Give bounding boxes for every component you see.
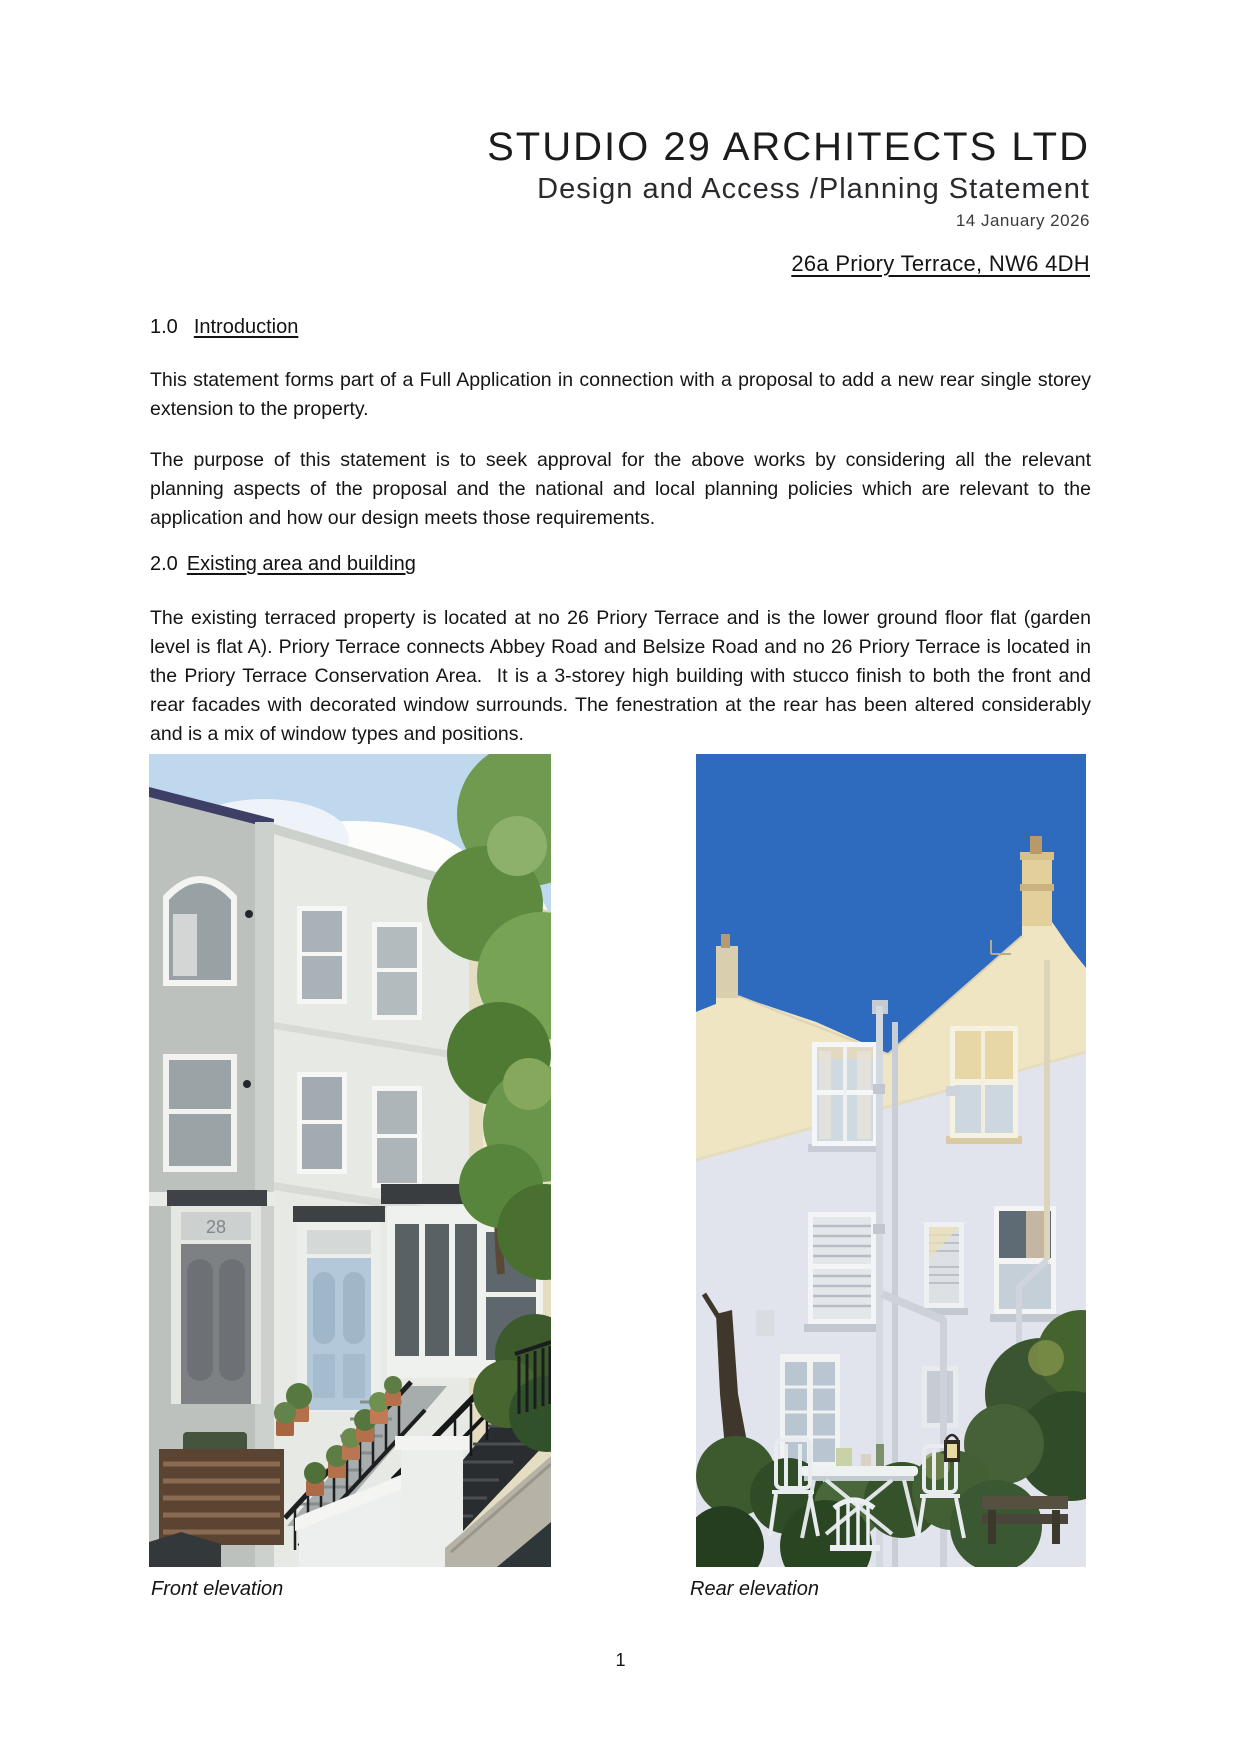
section-heading-existing-area xyxy=(150,553,416,576)
house-number-label: 28 xyxy=(205,1217,227,1237)
rear-elevation-caption: Rear elevation xyxy=(690,1578,819,1600)
section-title: Existing area and building xyxy=(186,553,416,575)
rear-elevation-photo xyxy=(696,754,1086,1567)
section-number: 1.0 xyxy=(150,316,178,338)
paragraph: The purpose of this statement is to seek approval for the above works by considering all the relevant planning aspects of the proposal and the national and local planning policies which are relevant to the application and how our design meets those requirements. xyxy=(150,449,1097,529)
front-elevation-caption: Front elevation xyxy=(151,1578,284,1600)
document-date: 14 January 2026 xyxy=(955,211,1090,230)
section-heading-introduction xyxy=(150,316,298,339)
document-header xyxy=(487,124,1090,277)
company-name: STUDIO 29 ARCHITECTS LTD xyxy=(487,125,1090,169)
property-address: 26a Priory Terrace, NW6 4DH xyxy=(791,251,1090,276)
paragraph: This statement forms part of a Full Application in connection with a proposal to add a new rear single storey extension to the property. xyxy=(150,369,1097,420)
section-number: 2.0 xyxy=(150,553,178,575)
front-elevation-photo xyxy=(149,754,551,1567)
document-title: Design and Access /Planning Statement xyxy=(537,173,1090,205)
page-number: 1 xyxy=(615,1650,626,1670)
paragraph: The existing terraced property is located at no 26 Priory Terrace and is the lower ground floor flat (garden level is flat A). Priory Terrace connects Abbey Road and Belsize Road and no 26 Priory Terrace is located in the Priory Terrace Conservation Area. It is a 3-storey high building with stucco finish to both the front and rear facades with decorated window surrounds. The fenestration at the rear has been altered considerably and is a mix of window types and positions. xyxy=(150,607,1097,745)
section-title: Introduction xyxy=(193,316,299,338)
